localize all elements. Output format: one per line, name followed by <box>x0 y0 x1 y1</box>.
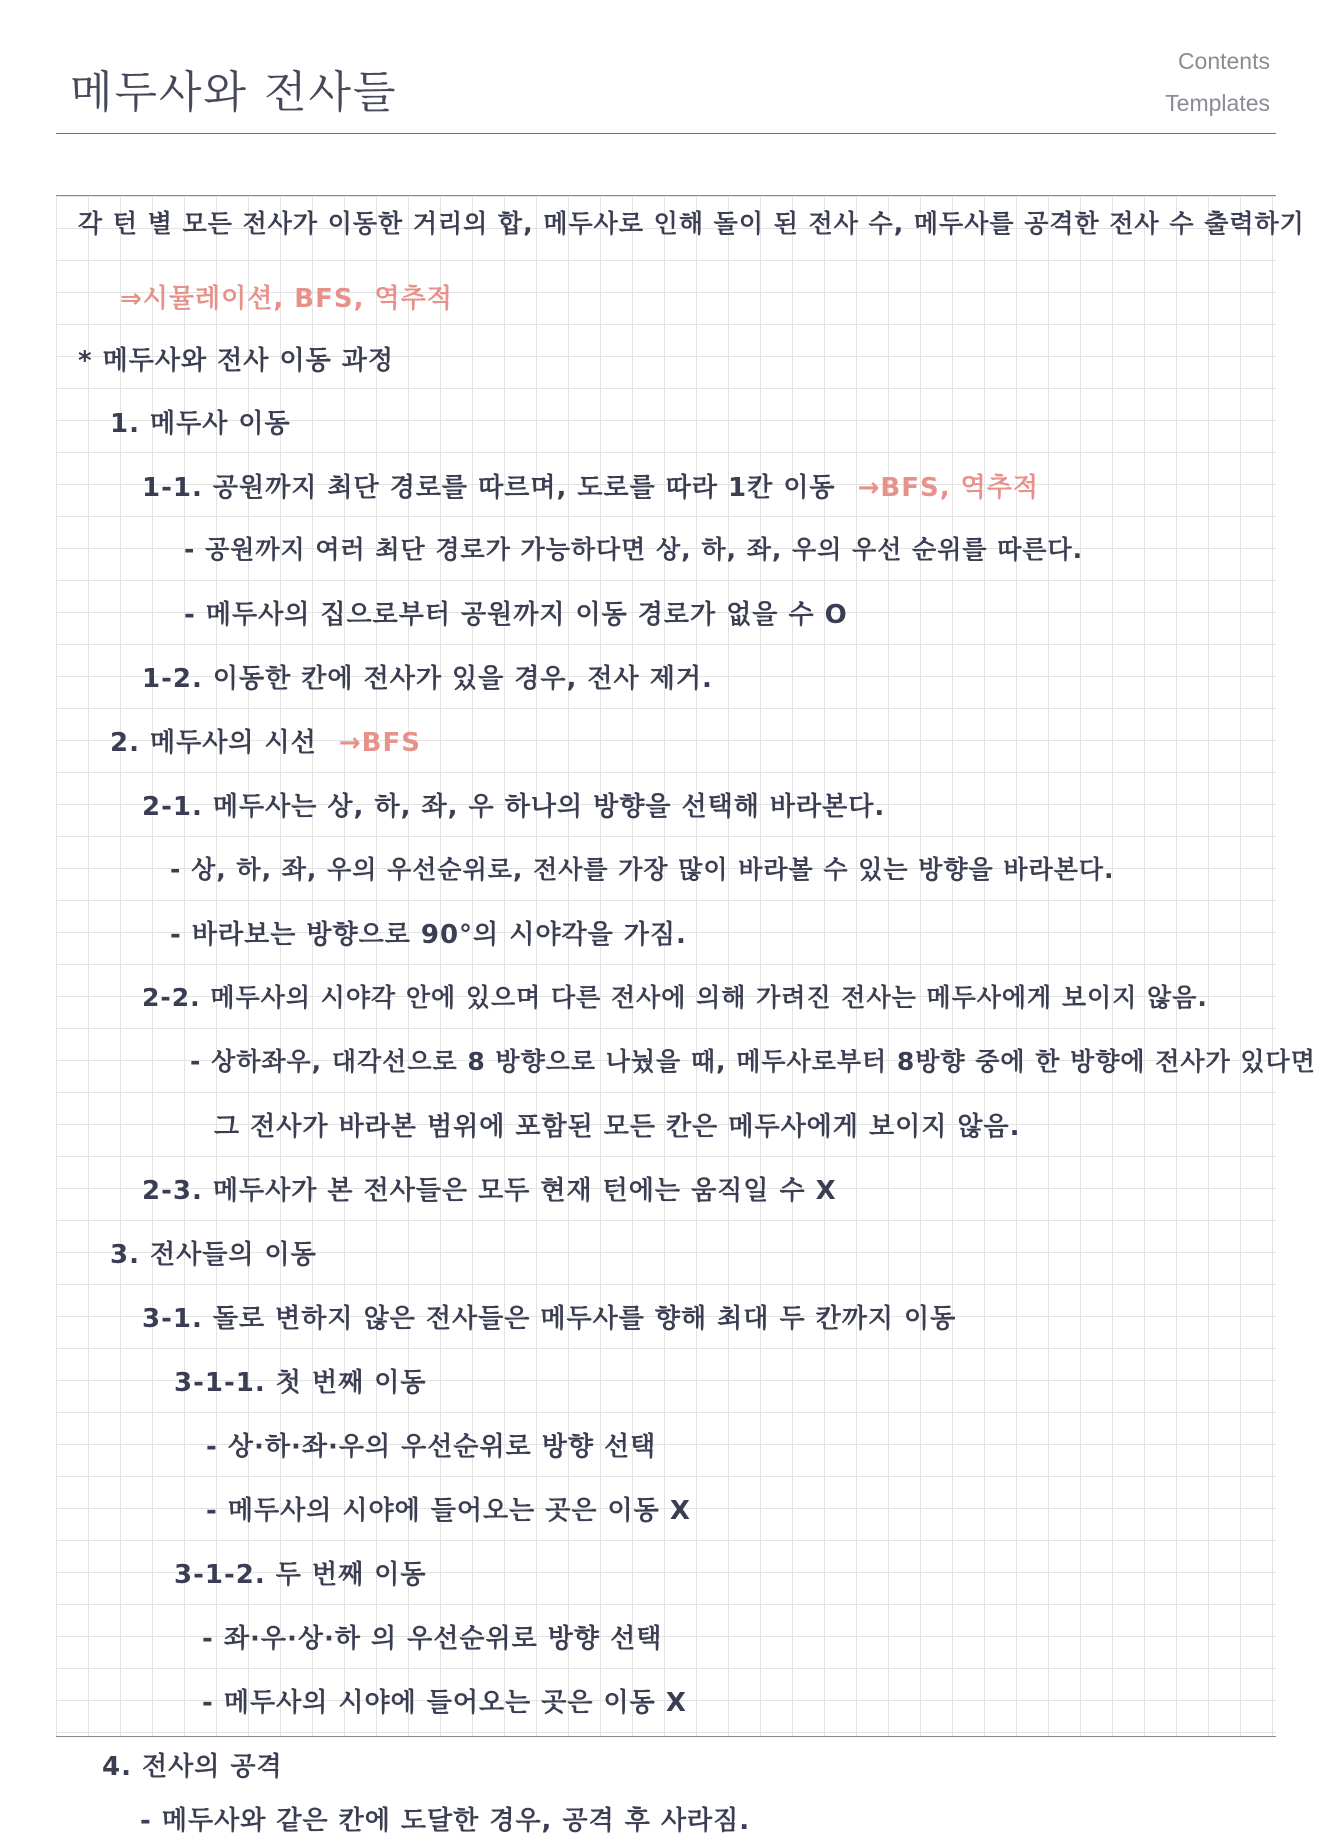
note-text: - 좌·우·상·하 의 우선순위로 방향 선택 <box>202 1624 663 1654</box>
note-line <box>214 1106 1020 1143</box>
note-text: - 바라보는 방향으로 90°의 시야각을 가짐. <box>170 920 687 950</box>
note-text: 3-1. 돌로 변하지 않은 전사들은 메두사를 향해 최대 두 칸까지 이동 <box>142 1304 957 1334</box>
note-text: - 상, 하, 좌, 우의 우선순위로, 전사를 가장 많이 바라볼 수 있는 방향을 바라본다. <box>170 855 1115 884</box>
note-text: 3-1-1. 첫 번째 이동 <box>174 1368 427 1398</box>
note-line <box>142 467 1039 504</box>
note-line <box>120 278 453 315</box>
note-text: 각 턴 별 모든 전사가 이동한 거리의 합, 메두사로 인해 돌이 된 전사 수, 메두사를 공격한 전사 수 출력하기 <box>78 209 1305 238</box>
note-text: 1-1. 공원까지 최단 경로를 따르며, 도로를 따라 1칸 이동 <box>142 473 836 503</box>
note-text: - 메두사의 시야에 들어오는 곳은 이동 X <box>206 1496 691 1526</box>
note-text: 1-2. 이동한 칸에 전사가 있을 경우, 전사 제거. <box>142 664 713 694</box>
note-text: - 상하좌우, 대각선으로 8 방향으로 나눴을 때, 메두사로부터 8방향 중에 한 방향에 전사가 있다면 <box>190 1047 1316 1076</box>
note-line <box>142 786 885 823</box>
note-line <box>174 1554 426 1591</box>
note-text: 3. 전사들의 이동 <box>110 1240 317 1270</box>
note-line <box>142 1170 837 1207</box>
note-line <box>142 978 1208 1014</box>
note-line <box>184 594 848 631</box>
note-text: 그 전사가 바라본 범위에 포함된 모든 칸은 메두사에게 보이지 않음. <box>214 1112 1021 1142</box>
note-line <box>202 1682 687 1719</box>
note-accent: →BFS, 역추적 <box>857 473 1039 503</box>
note-text: - 공원까지 여러 최단 경로가 가능하다면 상, 하, 좌, 우의 우선 순위를 따른다. <box>184 535 1084 564</box>
note-line <box>110 1234 317 1271</box>
note-text: * 메두사와 전사 이동 과정 <box>78 346 394 376</box>
page-title: 메두사와 전사들 <box>70 67 398 118</box>
note-text: - 메두사의 시야에 들어오는 곳은 이동 X <box>202 1688 687 1718</box>
note-line <box>110 722 421 759</box>
note-text: 2. 메두사의 시선 <box>110 728 317 758</box>
note-line <box>202 1618 662 1655</box>
note-line <box>78 340 394 377</box>
note-line <box>142 1298 956 1335</box>
note-text: - 메두사의 집으로부터 공원까지 이동 경로가 없을 수 O <box>184 600 848 630</box>
note-line <box>174 1362 426 1399</box>
note-text: 3-1-2. 두 번째 이동 <box>174 1560 427 1590</box>
note-line <box>140 1800 750 1837</box>
note-text: 1. 메두사 이동 <box>110 409 291 439</box>
note-line <box>78 204 1305 240</box>
note-text: 4. 전사의 공격 <box>102 1752 283 1782</box>
note-line <box>206 1426 656 1463</box>
note-accent: →BFS <box>338 728 421 758</box>
templates-link[interactable]: Templates <box>1165 90 1270 116</box>
note-line <box>102 1746 283 1783</box>
note-line <box>190 1042 1316 1078</box>
note-line <box>170 914 687 951</box>
note-text: 2-2. 메두사의 시야각 안에 있으며 다른 전사에 의해 가려진 전사는 메두사에게 보이지 않음. <box>142 983 1208 1012</box>
note-text: - 메두사와 같은 칸에 도달한 경우, 공격 후 사라짐. <box>140 1806 751 1836</box>
note-line <box>110 403 291 440</box>
note-line <box>170 850 1115 886</box>
note-text: 2-3. 메두사가 본 전사들은 모두 현재 턴에는 움직일 수 X <box>142 1176 837 1206</box>
note-text: - 상·하·좌·우의 우선순위로 방향 선택 <box>206 1432 657 1462</box>
note-accent: ⇒시뮬레이션, BFS, 역추적 <box>120 284 453 314</box>
note-line <box>206 1490 691 1527</box>
note-text: 2-1. 메두사는 상, 하, 좌, 우 하나의 방향을 선택해 바라본다. <box>142 792 886 822</box>
note-line <box>184 530 1083 566</box>
note-line <box>142 658 713 695</box>
contents-link[interactable]: Contents <box>1177 48 1270 74</box>
